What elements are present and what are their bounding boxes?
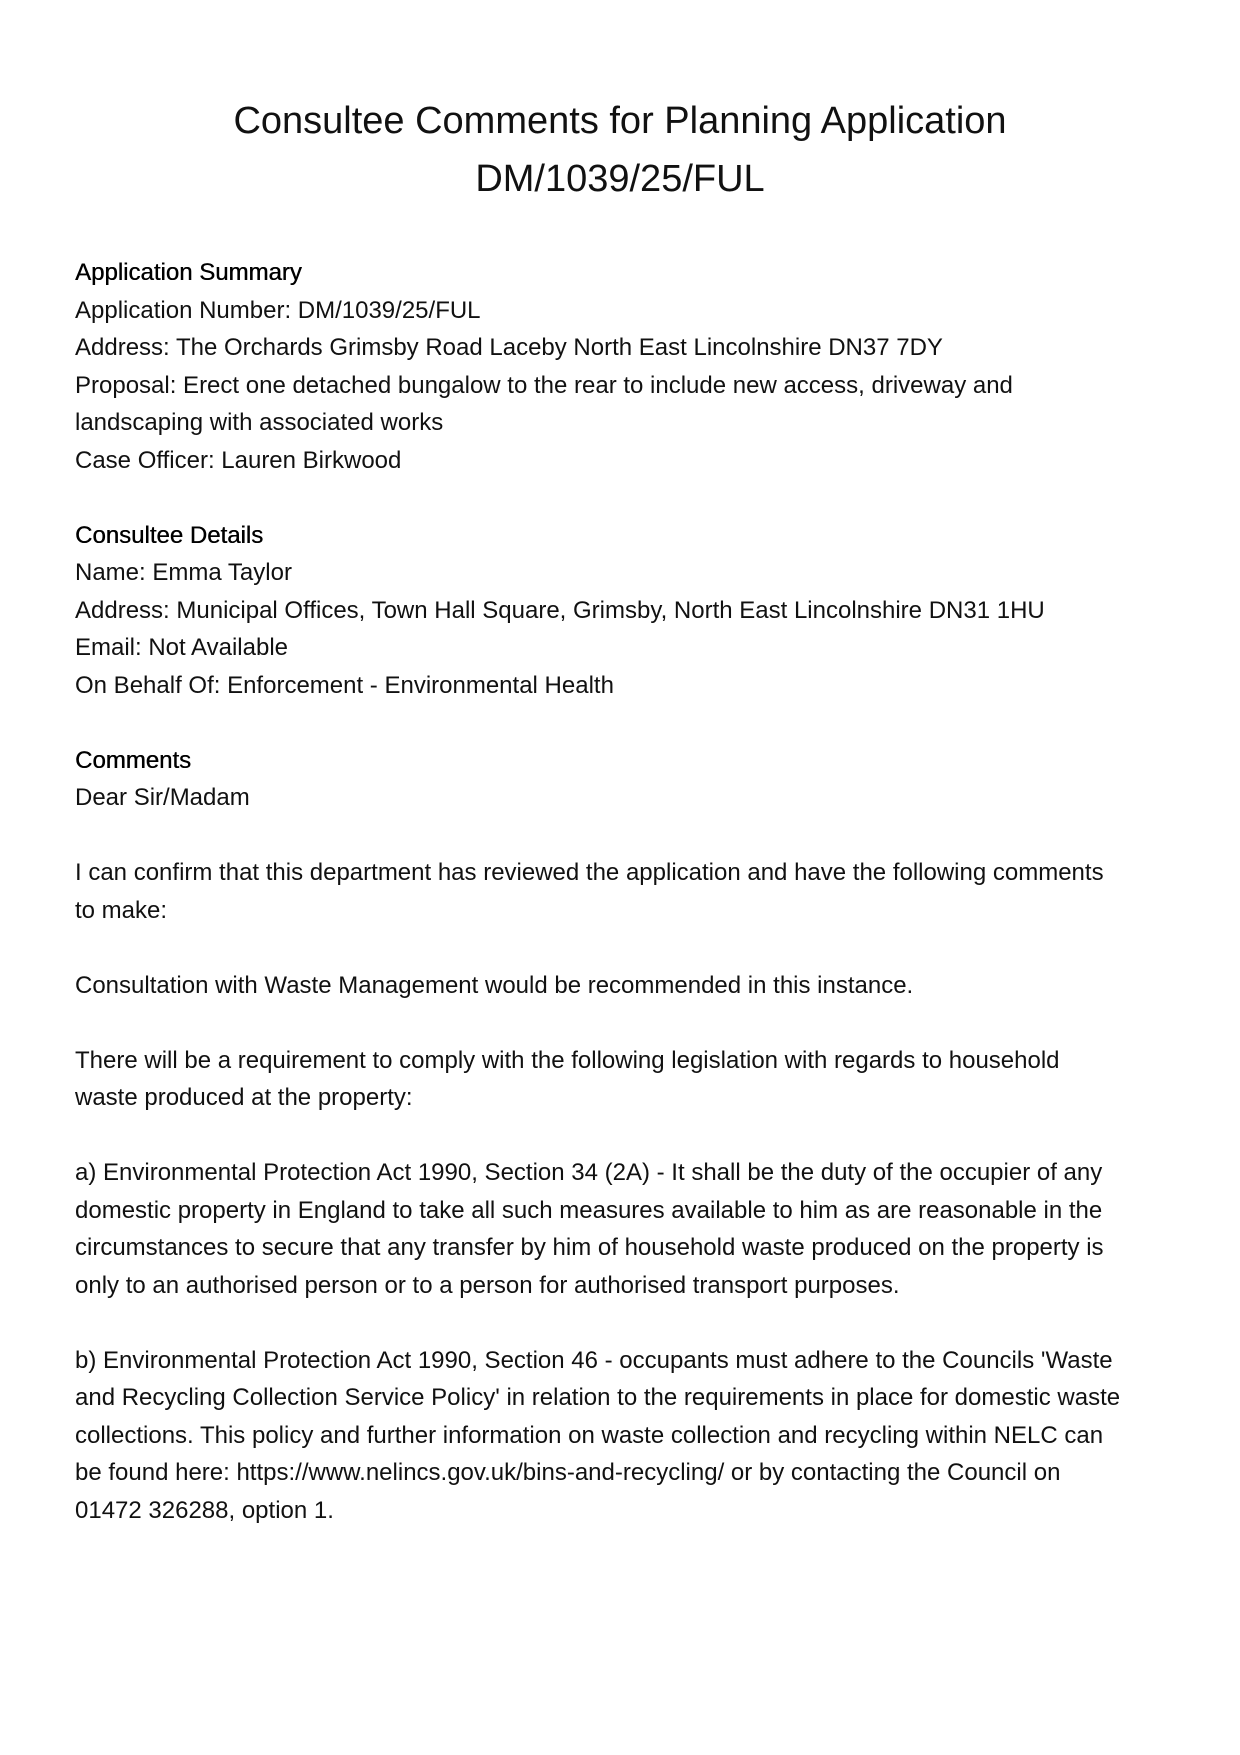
document-title xyxy=(80,92,1160,208)
comments-section xyxy=(75,742,1175,1530)
application-number: Application Number: DM/1039/25/FUL xyxy=(75,296,481,324)
paragraph-line: be found here: https://www.nelincs.gov.uk/bins-and-recycling/ or by contacting the Council on xyxy=(75,1459,1061,1486)
application-address: Address: The Orchards Grimsby Road Laceby North East Lincolnshire DN37 7DY xyxy=(75,334,943,361)
paragraph-spacer xyxy=(75,1304,1175,1342)
paragraph-line: waste produced at the property: xyxy=(75,1084,413,1111)
consultee-name: Name: Emma Taylor xyxy=(75,559,292,586)
comments-paragraph-4 xyxy=(75,1154,1175,1304)
case-officer: Case Officer: Lauren Birkwood xyxy=(75,446,402,474)
document-body xyxy=(75,254,1175,1529)
comments-heading: Comments xyxy=(75,746,192,774)
comments-paragraph-5 xyxy=(75,1342,1175,1530)
comments-paragraph-1 xyxy=(75,854,1175,929)
consultee-details-heading: Consultee Details xyxy=(75,521,264,549)
paragraph-line: and Recycling Collection Service Policy' in relation to the requirements in place for domestic waste xyxy=(75,1384,1121,1411)
paragraph-line: to make: xyxy=(75,896,168,924)
comments-paragraph-3 xyxy=(75,1042,1175,1117)
proposal-line-1: Proposal: Erect one detached bungalow to the rear to include new access, driveway and xyxy=(75,371,1013,399)
paragraph-line: only to an authorised person or to a person for authorised transport purposes. xyxy=(75,1271,900,1299)
application-summary-heading: Application Summary xyxy=(75,259,302,286)
consultee-details-section xyxy=(75,517,1175,705)
paragraph-line: collections. This policy and further information on waste collection and recycling within NELC can xyxy=(75,1421,1104,1449)
consultee-on-behalf-of: On Behalf Of: Enforcement - Environmental Health xyxy=(75,671,614,699)
consultee-email: Email: Not Available xyxy=(75,634,288,661)
paragraph-spacer xyxy=(75,817,1175,855)
proposal-line-2: landscaping with associated works xyxy=(75,409,444,436)
paragraph-line: b) Environmental Protection Act 1990, Section 46 - occupants must adhere to the Councils 'Waste xyxy=(75,1346,1113,1374)
paragraph-line: Consultation with Waste Management would be recommended in this instance. xyxy=(75,971,914,999)
title-line-1: Consultee Comments for Planning Application xyxy=(233,100,1007,142)
comments-paragraph-2 xyxy=(75,967,1175,1005)
title-line-2: DM/1039/25/FUL xyxy=(475,158,765,200)
paragraph-line: I can confirm that this department has reviewed the application and have the following comments xyxy=(75,859,1104,886)
paragraph-spacer xyxy=(75,1004,1175,1042)
application-summary-section xyxy=(75,254,1175,479)
paragraph-spacer xyxy=(75,929,1175,967)
comments-salutation: Dear Sir/Madam xyxy=(75,784,250,811)
paragraph-line: circumstances to secure that any transfer by him of household waste produced on the property is xyxy=(75,1234,1104,1261)
consultee-address: Address: Municipal Offices, Town Hall Square, Grimsby, North East Lincolnshire DN31 1HU xyxy=(75,596,1045,624)
paragraph-line: 01472 326288, option 1. xyxy=(75,1496,334,1524)
paragraph-line: a) Environmental Protection Act 1990, Section 34 (2A) - It shall be the duty of the occupier of any xyxy=(75,1159,1103,1186)
paragraph-spacer xyxy=(75,1117,1175,1155)
paragraph-line: There will be a requirement to comply with the following legislation with regards to household xyxy=(75,1046,1060,1074)
section-spacer xyxy=(75,704,1175,742)
paragraph-line: domestic property in England to take all such measures available to him as are reasonable in the xyxy=(75,1196,1103,1224)
section-spacer xyxy=(75,479,1175,517)
